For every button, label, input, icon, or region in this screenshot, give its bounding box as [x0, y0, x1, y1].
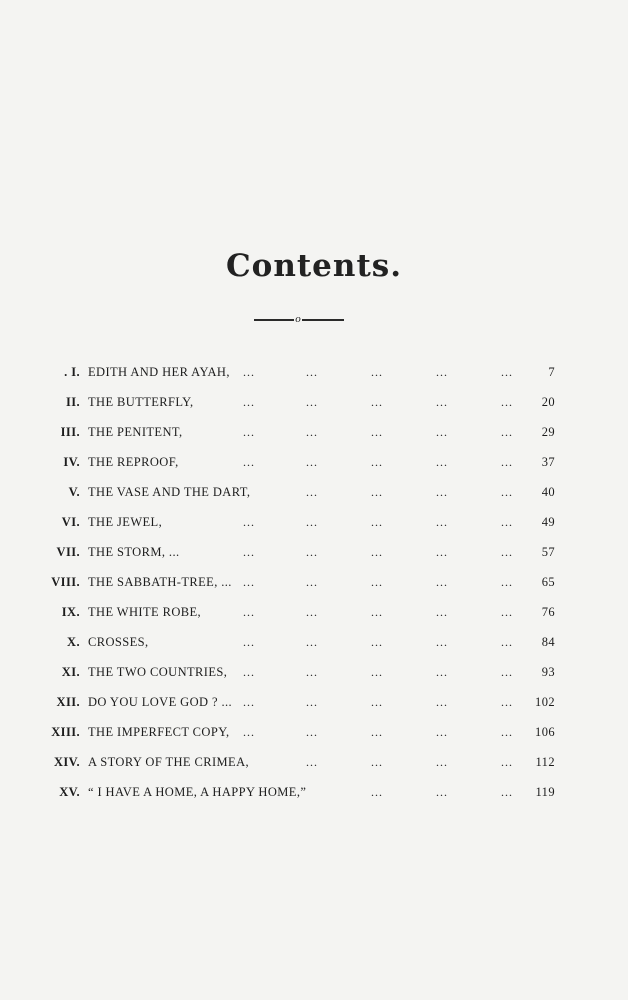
chapter-number: VIII.: [51, 575, 80, 589]
dot-leader: ...: [501, 725, 513, 739]
dot-leader: ...: [436, 665, 448, 679]
chapter-title: THE PENITENT,: [88, 425, 183, 439]
page-number: 57: [541, 545, 555, 559]
dot-leader: ...: [243, 425, 255, 439]
dot-leader: ...: [243, 605, 255, 619]
dot-leader: ...: [243, 515, 255, 529]
dot-leader: ...: [243, 665, 255, 679]
dot-leader: ...: [436, 425, 448, 439]
dot-leader: ...: [436, 485, 448, 499]
toc-entry: [0, 570, 628, 594]
dot-leader: ...: [243, 395, 255, 409]
dot-leader: ...: [436, 605, 448, 619]
toc-entry: [0, 540, 628, 564]
page-number: 65: [541, 575, 555, 589]
chapter-title: THE VASE AND THE DART,: [88, 485, 251, 499]
dot-leader: ...: [371, 695, 383, 709]
dot-leader: ...: [306, 635, 318, 649]
dot-leader: ...: [436, 785, 448, 799]
chapter-title: “ I HAVE A HOME, A HAPPY HOME,”: [88, 785, 307, 799]
chapter-number: III.: [60, 425, 80, 439]
chapter-number: XV.: [59, 785, 80, 799]
chapter-number: IX.: [61, 605, 80, 619]
chapter-number: XIII.: [51, 725, 80, 739]
dot-leader: ...: [243, 455, 255, 469]
dot-leader: ...: [371, 365, 383, 379]
dot-leader: ...: [501, 575, 513, 589]
page-number: 102: [535, 695, 555, 709]
dot-leader: ...: [501, 785, 513, 799]
dot-leader: ...: [306, 605, 318, 619]
dot-leader: ...: [436, 365, 448, 379]
chapter-number: V.: [68, 485, 80, 499]
chapter-title: THE SABBATH-TREE, ...: [88, 575, 232, 589]
chapter-title: DO YOU LOVE GOD ? ...: [88, 695, 233, 709]
chapter-number: VI.: [61, 515, 80, 529]
toc-entry: [0, 360, 628, 384]
dot-leader: ...: [501, 425, 513, 439]
title-divider: [254, 311, 344, 327]
chapter-number: XI.: [61, 665, 80, 679]
toc-entry: [0, 660, 628, 684]
page-number: 29: [541, 425, 555, 439]
dot-leader: ...: [306, 425, 318, 439]
page-number: 112: [535, 755, 555, 769]
page-title: Contents.: [225, 248, 403, 284]
dot-leader: ...: [501, 395, 513, 409]
page-number: 76: [541, 605, 555, 619]
dot-leader: ...: [306, 755, 318, 769]
dot-leader: ...: [436, 635, 448, 649]
chapter-title: EDITH AND HER AYAH,: [88, 365, 230, 379]
chapter-number: . I.: [64, 365, 80, 379]
page-number: 37: [541, 455, 555, 469]
page-number: 49: [541, 515, 555, 529]
chapter-title: THE STORM, ...: [88, 545, 180, 559]
dot-leader: ...: [501, 365, 513, 379]
divider-ornament: o: [295, 313, 301, 325]
dot-leader: ...: [501, 515, 513, 529]
dot-leader: ...: [306, 395, 318, 409]
dot-leader: ...: [371, 575, 383, 589]
dot-leader: ...: [371, 755, 383, 769]
dot-leader: ...: [243, 575, 255, 589]
page-number: 106: [535, 725, 555, 739]
dot-leader: ...: [501, 455, 513, 469]
dot-leader: ...: [243, 545, 255, 559]
dot-leader: ...: [501, 665, 513, 679]
dot-leader: ...: [371, 605, 383, 619]
dot-leader: ...: [436, 575, 448, 589]
dot-leader: ...: [501, 695, 513, 709]
dot-leader: ...: [436, 695, 448, 709]
chapter-number: IV.: [63, 455, 80, 469]
dot-leader: ...: [371, 545, 383, 559]
dot-leader: ...: [306, 485, 318, 499]
toc-entry: [0, 390, 628, 414]
dot-leader: ...: [501, 605, 513, 619]
page-number: 7: [548, 365, 555, 379]
chapter-number: VII.: [56, 545, 80, 559]
chapter-title: THE BUTTERFLY,: [88, 395, 194, 409]
chapter-title: THE IMPERFECT COPY,: [88, 725, 230, 739]
dot-leader: ...: [501, 755, 513, 769]
dot-leader: ...: [436, 725, 448, 739]
toc-entry: [0, 510, 628, 534]
toc-entry: [0, 450, 628, 474]
toc-entry: [0, 690, 628, 714]
dot-leader: ...: [501, 485, 513, 499]
page-number: 84: [541, 635, 555, 649]
chapter-title: THE REPROOF,: [88, 455, 179, 469]
dot-leader: ...: [243, 695, 255, 709]
dot-leader: ...: [306, 665, 318, 679]
page-number: 40: [541, 485, 555, 499]
dot-leader: ...: [371, 635, 383, 649]
toc-entry: [0, 420, 628, 444]
dot-leader: ...: [371, 455, 383, 469]
page-number: 20: [541, 395, 555, 409]
chapter-title: THE WHITE ROBE,: [88, 605, 202, 619]
toc-entry: [0, 480, 628, 504]
dot-leader: ...: [436, 545, 448, 559]
page-number: 93: [541, 665, 555, 679]
chapter-number: XII.: [56, 695, 80, 709]
dot-leader: ...: [436, 515, 448, 529]
toc-entry: [0, 630, 628, 654]
dot-leader: ...: [371, 665, 383, 679]
dot-leader: ...: [306, 695, 318, 709]
dot-leader: ...: [436, 455, 448, 469]
chapter-number: XIV.: [53, 755, 80, 769]
dot-leader: ...: [243, 635, 255, 649]
dot-leader: ...: [371, 395, 383, 409]
toc-entry: [0, 600, 628, 624]
dot-leader: ...: [306, 455, 318, 469]
dot-leader: ...: [306, 515, 318, 529]
dot-leader: ...: [306, 545, 318, 559]
chapter-number: II.: [65, 395, 80, 409]
dot-leader: ...: [306, 365, 318, 379]
dot-leader: ...: [371, 485, 383, 499]
chapter-title: A STORY OF THE CRIMEA,: [88, 755, 250, 769]
chapter-title: CROSSES,: [88, 635, 149, 649]
toc-entry: [0, 780, 628, 804]
divider-line-left: [254, 319, 294, 321]
chapter-number: X.: [67, 635, 80, 649]
dot-leader: ...: [243, 365, 255, 379]
dot-leader: ...: [436, 755, 448, 769]
chapter-title: THE JEWEL,: [88, 515, 163, 529]
dot-leader: ...: [306, 575, 318, 589]
divider-line-right: [302, 319, 344, 321]
toc-entry: [0, 750, 628, 774]
page-number: 119: [535, 785, 555, 799]
dot-leader: ...: [371, 425, 383, 439]
dot-leader: ...: [371, 515, 383, 529]
dot-leader: ...: [243, 725, 255, 739]
dot-leader: ...: [501, 545, 513, 559]
dot-leader: ...: [371, 725, 383, 739]
dot-leader: ...: [501, 635, 513, 649]
toc-entry: [0, 720, 628, 744]
dot-leader: ...: [436, 395, 448, 409]
chapter-title: THE TWO COUNTRIES,: [88, 665, 228, 679]
dot-leader: ...: [306, 725, 318, 739]
dot-leader: ...: [371, 785, 383, 799]
